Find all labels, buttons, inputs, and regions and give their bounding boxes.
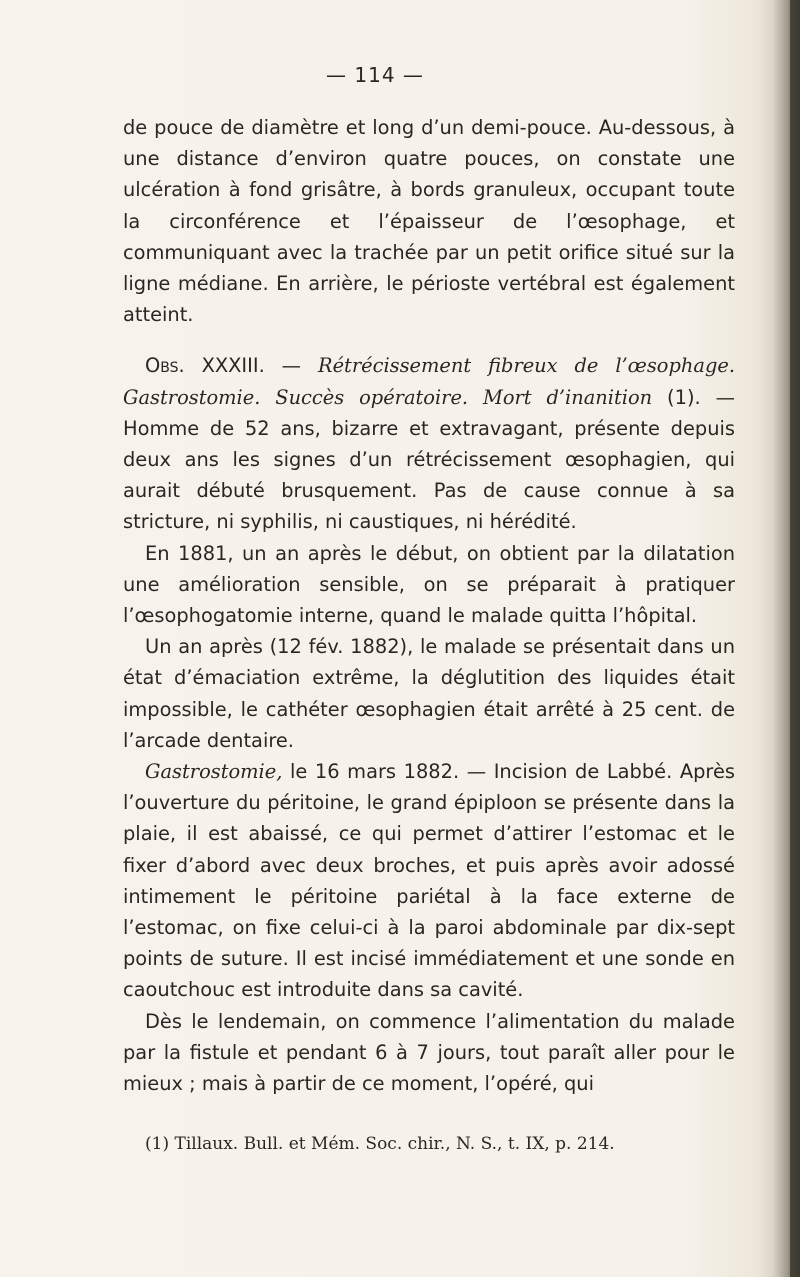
- paragraph-gastrostomie: [123, 756, 735, 1006]
- observation-title: Rétrécissement fibreux de l’œsophage. Gastrostomie. Succès opératoire. Mort d’inanition: [123, 354, 735, 409]
- book-spine-edge: [790, 0, 800, 1277]
- gastrostomie-heading: Gastrostomie,: [145, 760, 283, 784]
- body-text: [123, 112, 735, 1099]
- observation-body: — Homme de 52 ans, bizarre et extravagant, présente depuis deux ans les signes d’un rétrécissement œsophagien, qui aurait débuté brusquement. Pas de cause connue à sa stricture, ni syphilis, ni caustiques, ni hérédité.: [123, 385, 735, 534]
- gastrostomie-body: le 16 mars 1882. — Incision de Labbé. Après l’ouverture du péritoine, le grand épiploon se présente dans la plaie, il est abaissé, ce qui permet d’attirer l’estomac et le fixer d’abord avec deux broches, et puis après avoir adossé intimement le péritoine pariétal à la face externe de l’estomac, on fixe celui-ci à la paroi abdominale par dix-sept points de suture. Il est incisé immédiatement et une sonde en caoutchouc est introduite dans sa cavité.: [123, 760, 735, 1002]
- paragraph-continuation: de pouce de diamètre et long d’un demi-pouce. Au-dessous, à une distance d’environ quatre pouces, on constate une ulcération à fond grisâtre, à bords granuleux, occupant toute la circonférence et l’épaisseur de l’œsophage, et communiquant avec la trachée par un petit orifice situé sur la ligne médiane. En arrière, le périoste vertébral est également atteint.: [123, 116, 735, 327]
- page-number: — 114 —: [326, 63, 424, 87]
- paragraph-1882: Un an après (12 fév. 1882), le malade se présentait dans un état d’émaciation extrême, la déglutition des liquides était impossible, le cathéter œsophagien était arrêté à 25 cent. de l’arcade dentaire.: [123, 635, 735, 752]
- observation-paragraph: [123, 350, 735, 537]
- footnote-reference: (1).: [652, 385, 701, 409]
- observation-dash: —: [264, 354, 318, 378]
- paragraph-lendemain: Dès le lendemain, on commence l’alimentation du malade par la fistule et pendant 6 à 7 jours, tout paraît aller pour le mieux ; mais à partir de ce moment, l’opéré, qui: [123, 1009, 735, 1096]
- footnote: (1) Tillaux. Bull. et Mém. Soc. chir., N. S., t. IX, p. 214.: [145, 1134, 615, 1154]
- observation-label: Obs. XXXIII.: [145, 354, 265, 378]
- paragraph-1881: En 1881, un an après le début, on obtient par la dilatation une amélioration sensible, on se préparait à pratiquer l’œsophogatomie interne, quand le malade quitta l’hôpital.: [123, 541, 735, 628]
